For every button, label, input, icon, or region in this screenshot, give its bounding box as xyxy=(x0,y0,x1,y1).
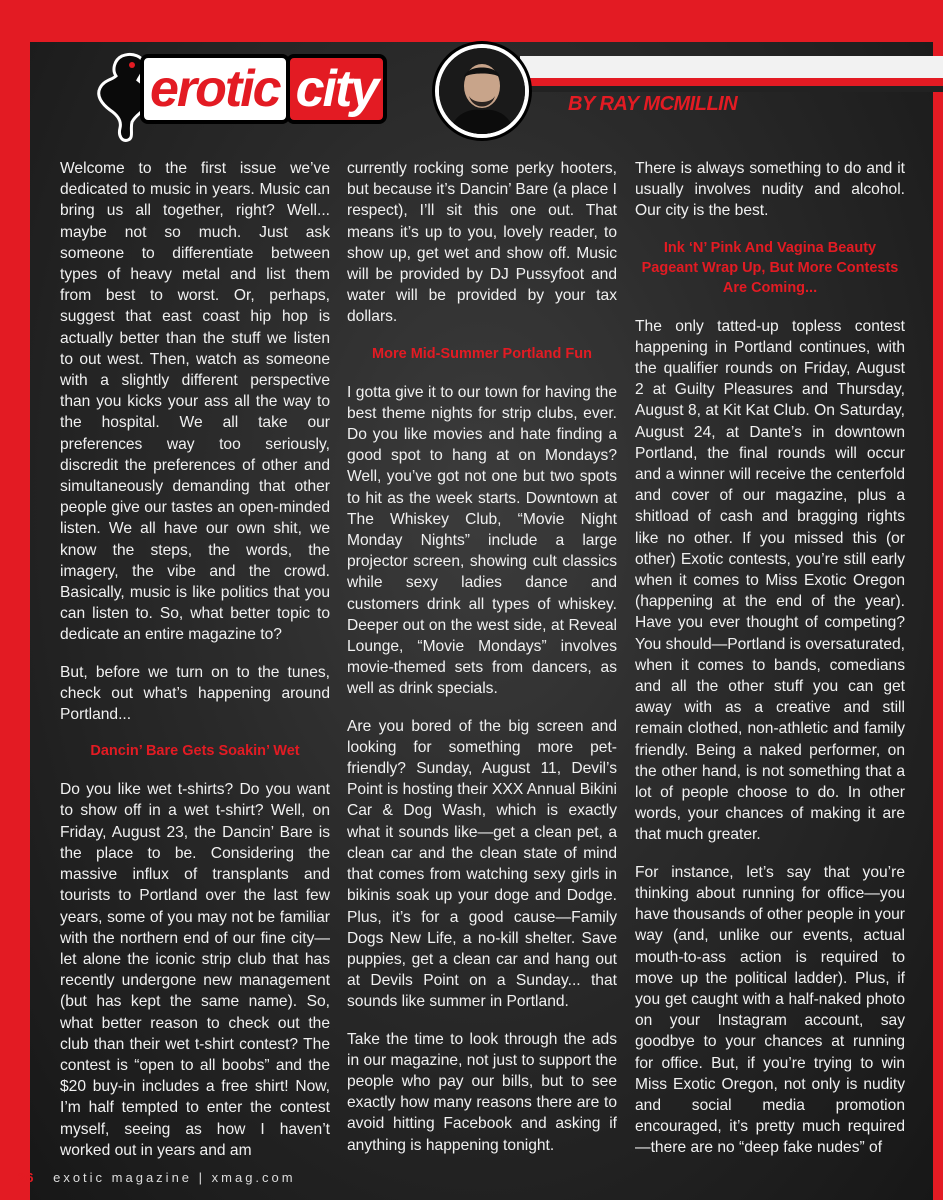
top-red-band xyxy=(0,0,943,42)
footer-text: exotic magazine | xmag.com xyxy=(53,1170,296,1185)
page-footer xyxy=(18,1170,296,1185)
section-heading: Dancin’ Bare Gets Soakin’ Wet xyxy=(90,743,300,760)
article-column-2 xyxy=(347,158,617,1172)
header-stripe-dark xyxy=(520,86,943,92)
left-red-border xyxy=(0,42,30,1200)
author-portrait-icon xyxy=(439,48,525,134)
header-stripe-red xyxy=(520,78,943,86)
page-number: 26 xyxy=(18,1170,35,1185)
paragraph: Take the time to look through the ads in our magazine, not just to support the people who pay our bills, but to see exactly how many reasons there are to avoid hitting Facebook and asking if anything is happening tonight. xyxy=(347,1030,617,1154)
paragraph: For instance, let’s say that you’re thinking about running for office—you have thousands of other people in your way (and, unlike our events, actual mouth-to-ass action is required to move up the political ladder). Plus, if you get caught with a half-naked photo on your Instagram account, say goodbye to your chances at running for office. But, if you’re trying to win Miss Exotic Oregon, not only is nudity and social media promotion encouraged, it’s pretty much required—there are no “deep fake nudes” of xyxy=(635,863,905,1157)
right-red-border xyxy=(933,42,943,1200)
paragraph: There is always something to do and it usually involves nudity and alcohol. Our city is the best. xyxy=(635,160,905,220)
logo-erotic-text: erotic xyxy=(140,54,290,124)
paragraph: Welcome to the first issue we’ve dedicated to music in years. Music can bring us all together, right? Well... maybe not so much. Just ask someone to differentiate between types of heavy metal and list them from best to worst. Or, perhaps, suggest that east coast hip hop is actually better than the stuff we listen to out west. Then, watch as someone with a slightly different perspective than you kicks your ass all the way to the hospital. We all take our preferences way too seriously, discredit the preferences of other and simultaneously demanding that other people give our tastes an open-minded listen. We all have our own shit, we know the steps, the words, the imagery, the vibe and the crowd. Basically, music is like politics that you can listen to. So, what better topic to dedicate an entire magazine to? xyxy=(60,160,330,644)
article-column-1 xyxy=(60,158,330,1177)
paragraph: Are you bored of the big screen and looking for something more pet-friendly? Sunday, August 11, Devil’s Point is hosting their XXX Annual Bikini Car & Dog Wash, which is exactly what it sounds like—get a clean pet, a clean car and the clean state of mind that comes from watching sexy girls in bikinis soak up your doge and Dodge. Plus, it’s for a good cause—Family Dogs New Life, a no-kill shelter. Save puppies, get a clean car and hang out at Devils Point on a Sunday... that sounds like summer in Portland. xyxy=(347,717,617,1011)
section-heading: Ink ‘N’ Pink And Vagina Beauty Pageant Wrap Up, But More Contests Are Coming... xyxy=(641,239,899,296)
article-column-3 xyxy=(635,158,905,1175)
paragraph: I gotta give it to our town for having the best theme nights for strip clubs, ever. Do you like movies and hate finding a good spot to hang at on Mondays? Well, you’ve got not one but two spots to hit as the week starts. Downtown at The Whiskey Club, “Movie Night Monday Nights” include a large projector screen, showing cult classics while sexy ladies dance and customers drink all types of whiskey. Deeper out on the west side, at Reveal Lounge, “Movie Mondays” involves movie-themed sets from dancers, as well as drink specials. xyxy=(347,383,617,698)
header-stripe-white xyxy=(520,56,943,78)
paragraph: But, before we turn on to the tunes, check out what’s happening around Portland... xyxy=(60,663,330,724)
paragraph: currently rocking some perky hooters, but because it’s Dancin’ Bare (a place I respect), I’ll sit this one out. That means it’s up to you, lovely reader, to show up, get wet and show off. Music will be provided by DJ Pussyfoot and water will be provided by your tax dollars. xyxy=(347,160,617,326)
paragraph: Do you like wet t-shirts? Do you want to show off in a wet t-shirt? Well, on Friday, August 23, the Dancin’ Bare is the place to be. Considering the massive influx of transplants and tourists to Portland over the last few years, some of you may not be familiar with the northern end of our fine city—let alone the iconic strip club that has recently undergone new management (but has kept the same name). So, what better reason to check out the club than their wet t-shirt contest? The contest is “open to all boobs” and the $20 buy-in includes a free shirt! Now, I’m half tempted to enter the contest myself, seeing as how I haven’t worked out in years and am xyxy=(60,781,330,1159)
author-byline: BY RAY MCMILLIN xyxy=(568,93,738,115)
erotic-city-logo xyxy=(140,60,387,124)
section-heading: More Mid-Summer Portland Fun xyxy=(372,345,592,362)
author-avatar xyxy=(435,44,529,138)
logo-city-text: city xyxy=(286,54,388,124)
paragraph: The only tatted-up topless contest happening in Portland continues, with the qualifier rounds on Friday, August 2 at Guilty Pleasures and Thursday, August 8, at Kit Kat Club. On Saturday, August 24, at Dante’s in downtown Portland, the final rounds will occur and a winner will receive the centerfold and cover of our magazine, plus a shitload of cash and bragging rights like no other. If you missed this (or other) Exotic contests, you’re still early when it comes to Miss Exotic Oregon (happening at the end of the year). Have you ever thought of competing? You should—Portland is oversaturated, when it comes to bands, comedians and all the other stuff you can get away with as a creative and still remain clothed, non-athletic and family friendly. Being a naked performer, on the other hand, is not something that a lot of people choose to do. In other words, your chances of making it are that much greater. xyxy=(635,317,905,844)
